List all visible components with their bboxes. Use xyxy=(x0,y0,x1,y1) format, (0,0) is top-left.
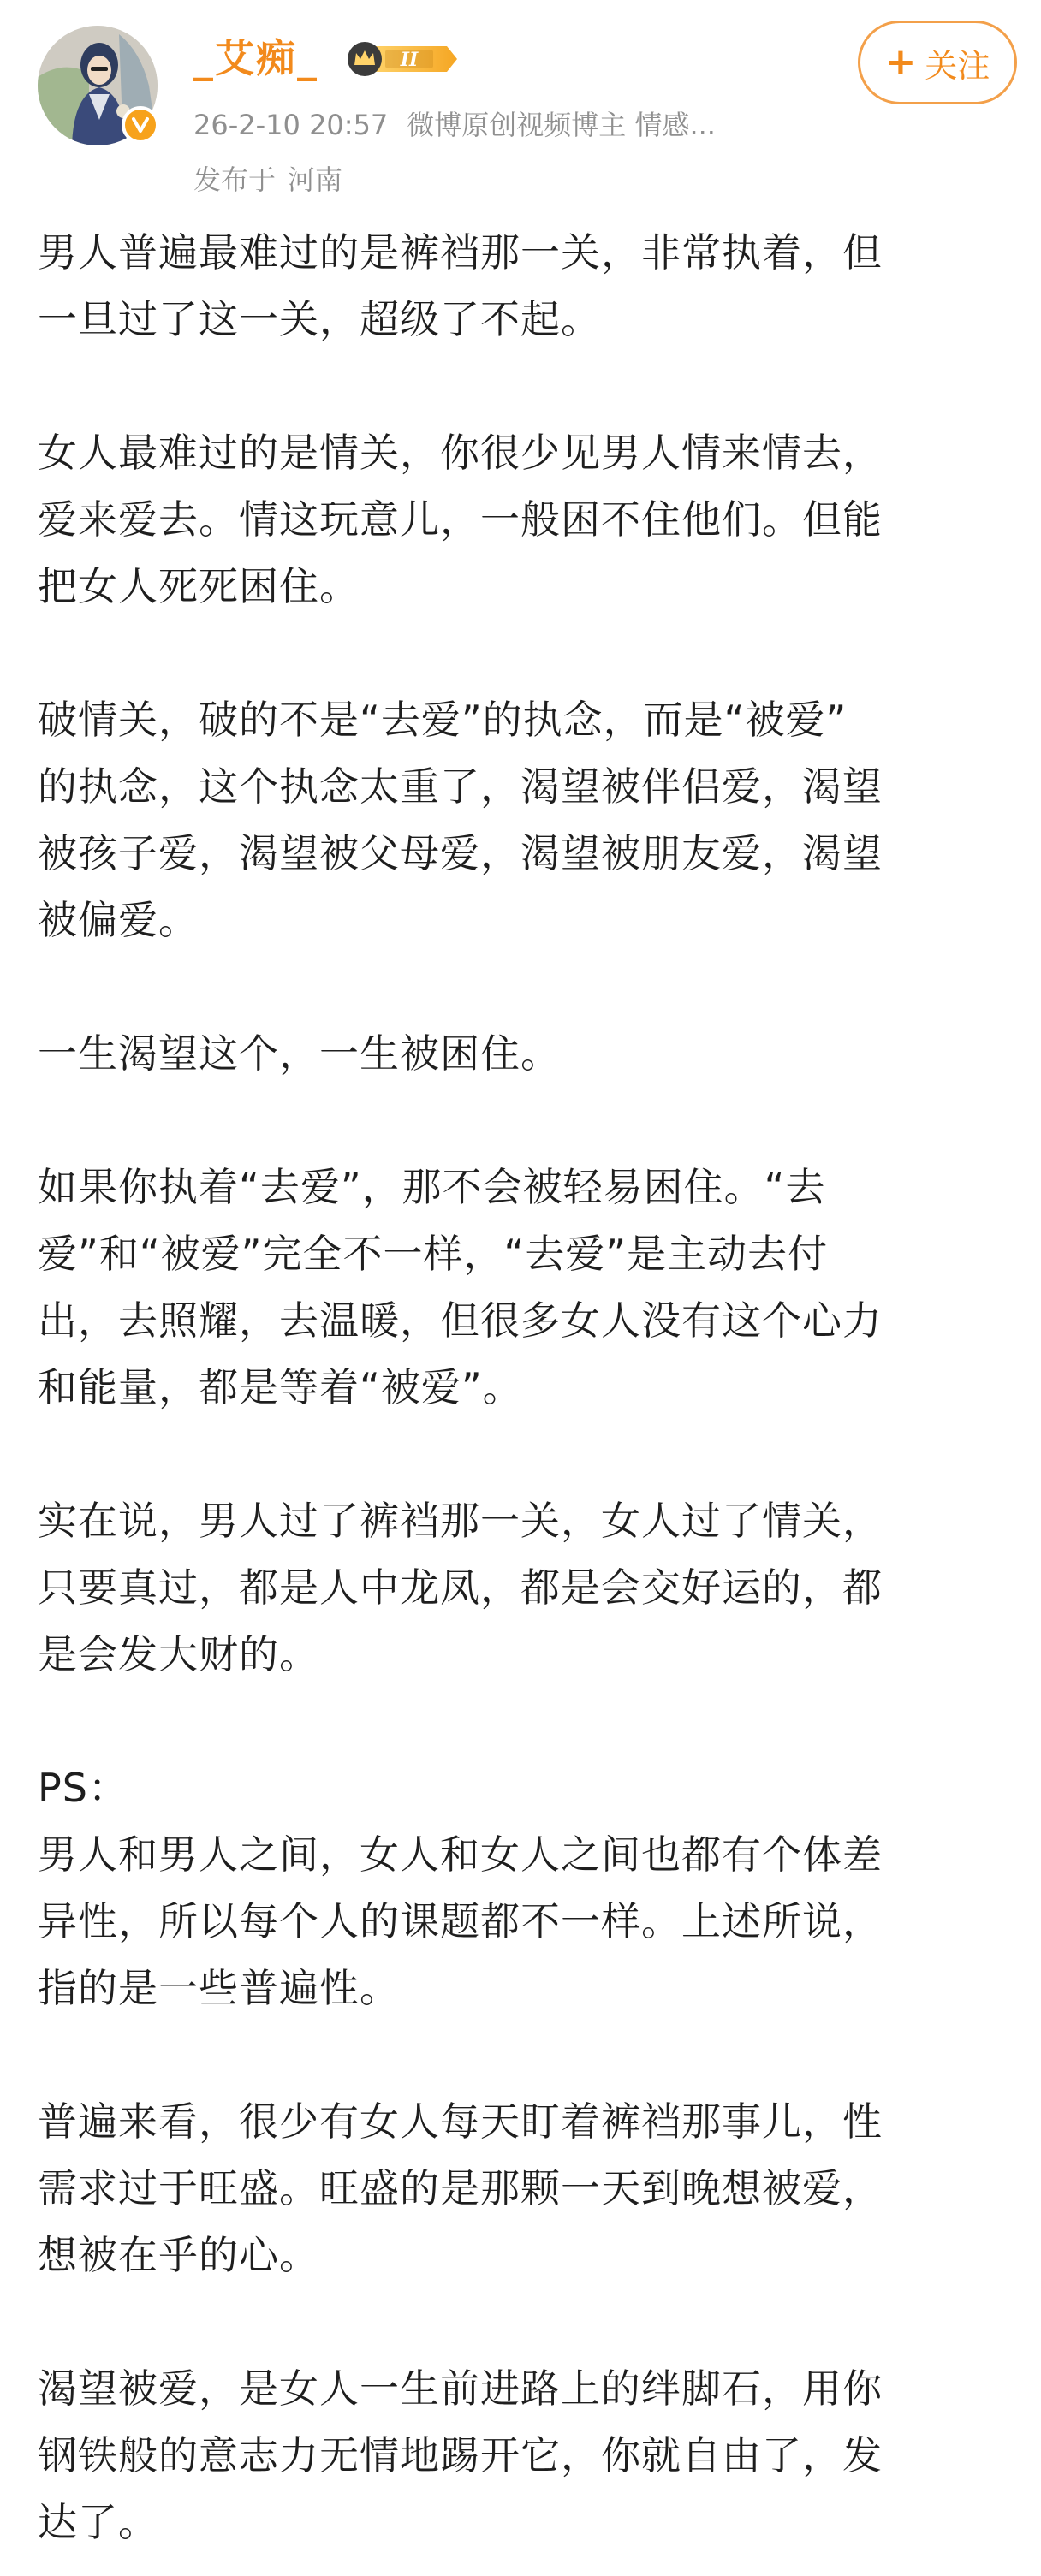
paragraph: 普遍来看，很少有女人每天盯着裤裆那事儿，性 需求过于旺盛。旺盛的是那颗一天到晚想被爱， 想被在乎的心。 xyxy=(38,2098,883,2278)
level-badge[interactable] xyxy=(346,39,461,79)
paragraph: 渴望被爱，是女人一生前进路上的绊脚石，用你 钢铁般的意志力无情地踢开它，你就自由了，发 达了。 xyxy=(38,2365,883,2545)
paragraph: 实在说，男人过了裤裆那一关，女人过了情关， 只要真过，都是人中龙凤，都是会交好运的，都 是会发大财的。 xyxy=(38,1498,883,1677)
post-meta xyxy=(193,108,716,142)
location-prefix: 发布于 xyxy=(193,163,277,196)
post-timestamp: 26-2-10 20:57 xyxy=(193,109,389,141)
paragraph: 破情关，破的不是“去爱”的执念，而是“被爱” 的执念，这个执念太重了，渴望被伴侣爱，渴望 被孩子爱，渴望被父母爱，渴望被朋友爱，渴望 被偏爱。 xyxy=(38,697,883,943)
paragraph: 一生渴望这个，一生被困住。 xyxy=(38,1030,561,1077)
post-header xyxy=(0,0,1041,214)
plus-icon: + xyxy=(884,40,917,84)
follow-button-label: 关注 xyxy=(925,46,990,85)
paragraph: 男人普遍最难过的是裤裆那一关，非常执着，但 一旦过了这一关，超级了不起。 xyxy=(38,229,883,342)
paragraph: 如果你执着“去爱”，那不会被轻易困住。“去 爱”和“被爱”完全不一样，“去爱”是主动去付 出，去照耀，去温暖，但很多女人没有这个心力 和能量，都是等着“被爱”。 xyxy=(38,1164,883,1410)
post-body xyxy=(38,219,1010,2555)
follow-button[interactable] xyxy=(858,21,1017,104)
verified-v-icon xyxy=(122,106,159,144)
post-location xyxy=(193,163,342,197)
paragraph: 女人最难过的是情关，你很少见男人情来情去， 爱来爱去。情这玩意儿，一般困不住他们。但能 把女人死死困住。 xyxy=(38,430,883,609)
location-name: 河南 xyxy=(288,163,343,196)
level-badge-text: II xyxy=(400,49,419,71)
author-username[interactable]: _艾痴_ xyxy=(193,35,318,81)
author-tag: 微博原创视频博主 情感... xyxy=(407,109,716,141)
paragraph: PS： 男人和男人之间，女人和女人之间也都有个体差 异性，所以每个人的课题都不一样。上述所说， 指的是一些普遍性。 xyxy=(38,1765,883,2011)
